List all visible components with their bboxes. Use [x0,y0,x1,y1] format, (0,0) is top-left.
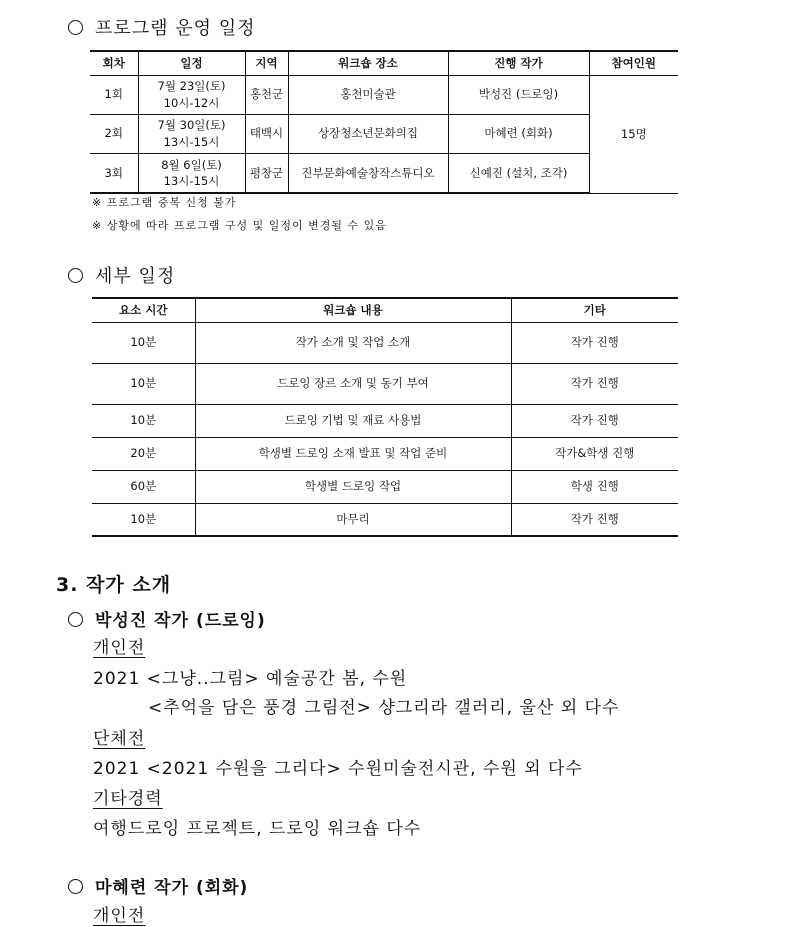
duration-cell: 60분 [92,470,195,503]
program-heading-text: 프로그램 운영 일정 [95,18,256,39]
table-row [92,363,678,404]
duration-cell: 10분 [92,363,195,404]
artist1-solo-label: 개인전 [93,638,146,658]
column-header: 참여인원 [589,51,678,75]
artist-cell: 마혜련 (회화) [448,114,589,153]
content-cell: 작가 소개 및 작업 소개 [195,322,511,363]
table-header-row [92,298,678,322]
artist2-heading [68,873,248,898]
column-header: 기타 [511,298,678,322]
detail-heading [68,262,175,288]
table-row [90,75,678,114]
table-row [92,470,678,503]
duration-cell: 20분 [92,437,195,470]
table-row [92,503,678,536]
artist2-solo-label: 개인전 [93,906,146,926]
etc-cell: 작가&학생 진행 [511,437,678,470]
circle-bullet-icon [68,879,83,894]
artist1-career-label: 기타경력 [93,789,163,809]
date-text: 7월 30일(토) [157,118,226,133]
artist-cell: 신예진 (설치, 조각) [448,153,589,193]
circle-bullet-icon [68,268,83,283]
duration-cell: 10분 [92,503,195,536]
venue-cell: 홍천미술관 [288,75,448,114]
artist1-heading [68,606,266,631]
round-cell: 3회 [90,153,138,193]
note-duplicate: ※ 프로그램 중복 신청 불가 [92,196,237,209]
artist1-group-label: 단체전 [93,729,146,749]
artist2-name: 마혜련 작가 (회화) [95,878,249,898]
column-header: 회차 [90,51,138,75]
program-heading [68,14,256,40]
note-change: ※ 상황에 따라 프로그램 구성 및 일정이 변경될 수 있음 [92,219,387,232]
table-header-row [90,51,678,75]
content-cell: 학생별 드로잉 작업 [195,470,511,503]
column-header: 워크숍 장소 [288,51,448,75]
detail-heading-text: 세부 일정 [95,266,176,287]
detail-table [92,297,678,537]
artist1-solo-item: <추억을 담은 풍경 그림전> 샹그리라 갤러리, 울산 외 다수 [148,698,620,718]
artist1-group-item: 2021 <2021 수원을 그리다> 수원미술전시관, 수원 외 다수 [93,759,583,779]
table-row [92,322,678,363]
etc-cell: 작가 진행 [511,503,678,536]
region-cell: 평창군 [245,153,288,193]
duration-cell: 10분 [92,404,195,437]
venue-cell: 진부문화예술창작스튜디오 [288,153,448,193]
date-cell [138,75,245,114]
column-header: 진행 작가 [448,51,589,75]
region-cell: 홍천군 [245,75,288,114]
table-row [92,404,678,437]
program-table [90,50,678,194]
region-cell: 태백시 [245,114,288,153]
content-cell: 드로잉 장르 소개 및 동기 부여 [195,363,511,404]
time-text: 10시-12시 [163,95,220,110]
etc-cell: 작가 진행 [511,322,678,363]
table-row [92,437,678,470]
duration-cell: 10분 [92,322,195,363]
venue-cell: 상장청소년문화의집 [288,114,448,153]
content-cell: 학생별 드로잉 소재 발표 및 작업 준비 [195,437,511,470]
column-header: 일정 [138,51,245,75]
round-cell: 1회 [90,75,138,114]
participants-cell: 15명 [589,75,678,193]
circle-bullet-icon [68,20,83,35]
etc-cell: 작가 진행 [511,363,678,404]
artist-cell: 박성진 (드로잉) [448,75,589,114]
artist1-career-item: 여행드로잉 프로젝트, 드로잉 워크숍 다수 [93,819,422,839]
date-cell [138,114,245,153]
date-text: 8월 6일(토) [161,157,222,172]
column-header: 워크숍 내용 [195,298,511,322]
artist1-name: 박성진 작가 (드로잉) [95,611,266,631]
time-text: 13시-15시 [163,173,220,188]
column-header: 요소 시간 [92,298,195,322]
etc-cell: 학생 진행 [511,470,678,503]
date-cell [138,153,245,193]
circle-bullet-icon [68,612,83,627]
content-cell: 드로잉 기법 및 재료 사용법 [195,404,511,437]
time-text: 13시-15시 [163,134,220,149]
round-cell: 2회 [90,114,138,153]
section3-title: 3. 작가 소개 [56,574,172,596]
artist1-solo-item: 2021 <그냥..그림> 예술공간 봄, 수원 [93,669,408,689]
etc-cell: 작가 진행 [511,404,678,437]
column-header: 지역 [245,51,288,75]
content-cell: 마무리 [195,503,511,536]
date-text: 7월 23일(토) [157,79,226,94]
